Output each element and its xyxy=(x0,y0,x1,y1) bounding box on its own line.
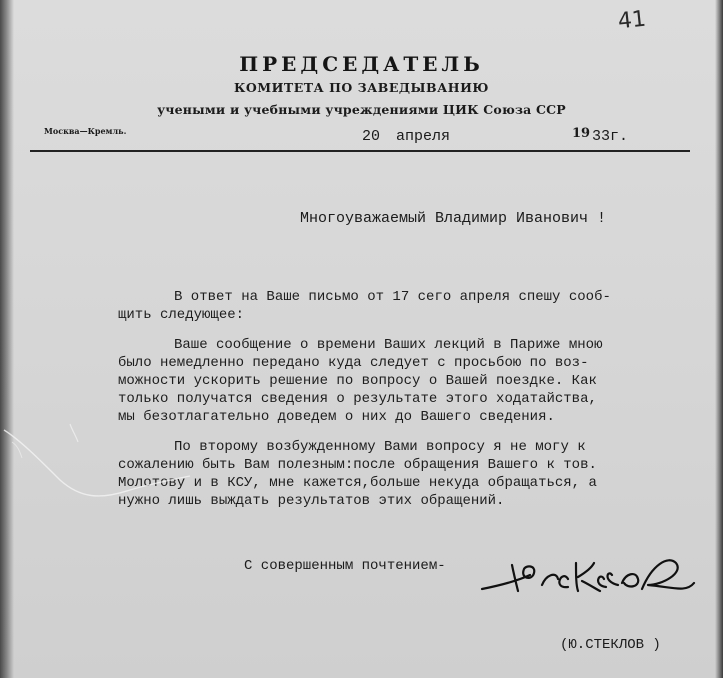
body-line: сожалению быть Вам полезным:после обращения Вашего к тов. xyxy=(118,457,597,473)
body-line: нужно лишь выждать результатов этих обращений. xyxy=(118,493,505,509)
body-line: можности ускорить решение по вопросу о Вашей поездке. Как xyxy=(118,373,597,389)
date-year-suffix: 33г. xyxy=(592,128,629,145)
letterhead-divider xyxy=(30,150,690,152)
body-line: щить следующее: xyxy=(118,307,245,323)
letterhead-committee: КОМИТЕТА ПО ЗАВЕДЫВАНИЮ xyxy=(234,80,489,95)
letterhead-title: ПРЕДСЕДАТЕЛЬ xyxy=(239,52,484,76)
date-month: апреля xyxy=(396,128,451,145)
paragraph-reply xyxy=(118,288,718,324)
body-line: Молотову и в КСУ, мне кажется,больше некуда обращаться, а xyxy=(118,475,597,491)
letterhead-institutions: учеными и учебными учреждениями ЦИК Союза ССР xyxy=(157,102,566,117)
paragraph-lectures xyxy=(118,336,718,426)
date-year-prefix: 19 xyxy=(572,126,591,141)
closing-phrase: С совершенным почтением- xyxy=(244,558,446,574)
handwritten-signature xyxy=(472,545,702,605)
paragraph-second-question xyxy=(118,438,718,510)
body-line: было немедленно передано куда следует с просьбою по воз- xyxy=(118,355,589,371)
body-line: В ответ на Ваше письмо от 17 сего апреля спешу сооб- xyxy=(174,289,611,305)
page-edge-shadow-left xyxy=(0,0,14,678)
salutation: Многоуважаемый Владимир Иванович ! xyxy=(300,210,607,227)
signer-name: (Ю.СТЕКЛОВ ) xyxy=(560,637,661,653)
body-line: только получатся сведения о результате этого ходатайства, xyxy=(118,391,597,407)
archive-page-number: 41 xyxy=(616,6,648,35)
letterhead-location: Москва—Кремль. xyxy=(44,126,127,136)
body-line: мы безотлагательно доведем о них до Вашего сведения. xyxy=(118,409,555,425)
body-line: По второму возбужденному Вами вопросу я не могу к xyxy=(174,439,586,455)
letter-body xyxy=(118,288,718,522)
body-line: Ваше сообщение о времени Ваших лекций в Париже мною xyxy=(174,337,603,353)
date-day: 20 xyxy=(362,128,381,145)
